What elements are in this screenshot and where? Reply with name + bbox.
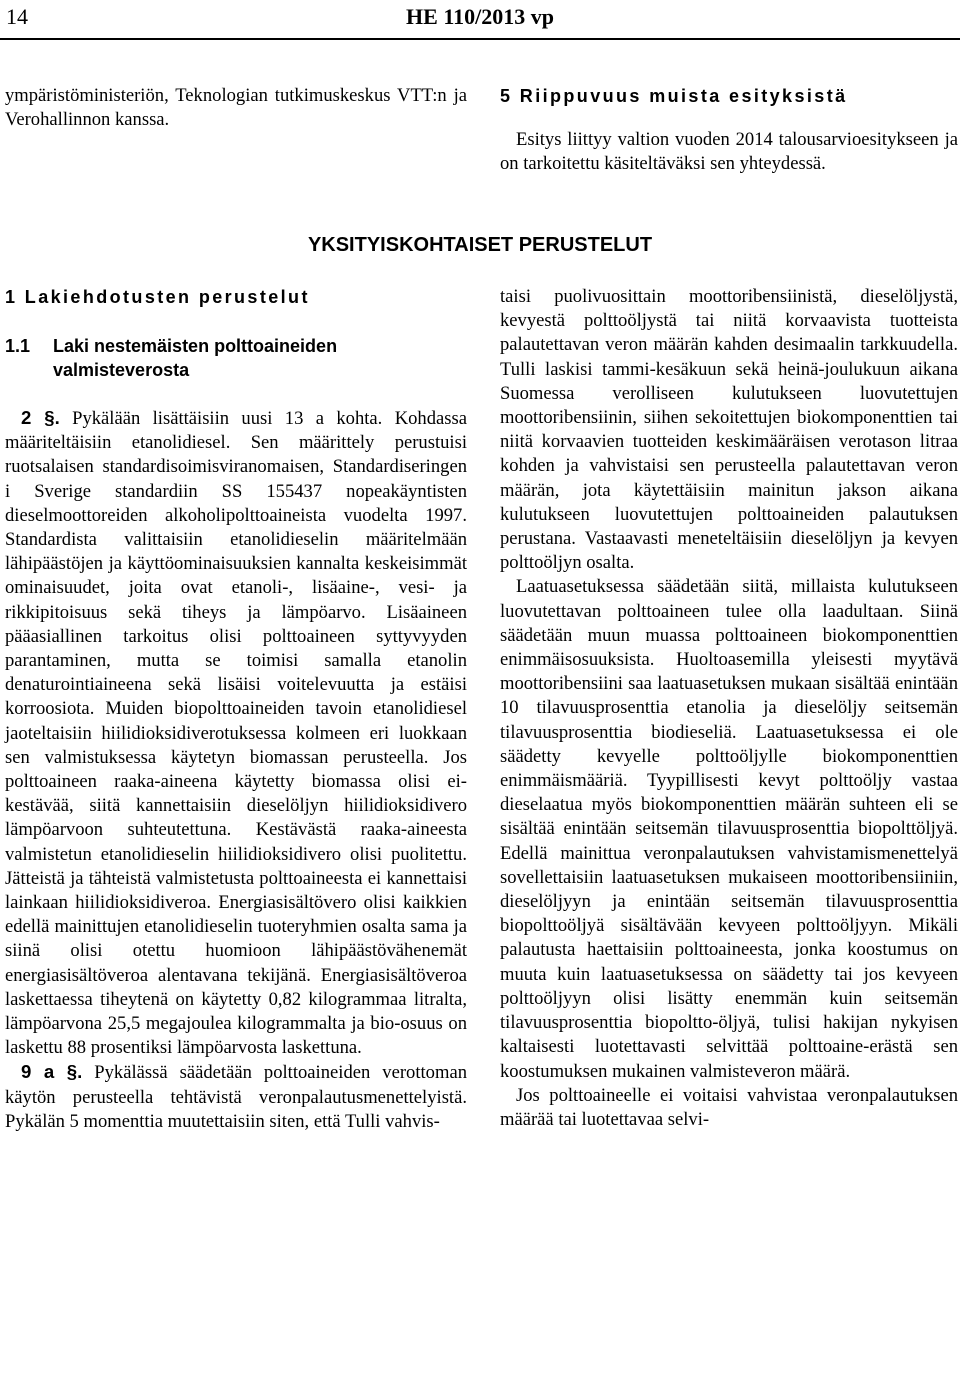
section-marker-2: 2 §. [21,407,60,428]
subsection-title-line2: valmisteverosta [53,360,190,380]
right-paragraph-2: Laatuasetuksessa säädetään siitä, millaista kulutukseen luovutettavan polttoaineen tulee olla laadultaan. Siinä säädetään muun muassa polttoaineen biokomponenttien enimmäisosuuksista. Huoltoasemilla yleisesti myytävä moottoribensiini saa laatuasetuksen mukaan sisältää enintään 10 tilavuusprosenttia etanolia ja dieselöljy seitsemän tilavuusprosenttia biodieseliä. Laatuasetuksessa ei ole säädetty kevyelle polttoöljylle biokomponenttien enimmäismääriä. Tyypillisesti kevyt polttoöljy vastaa dieselaatua myös biokomponenttien määrän suhteen eli se sisältää enintään seitsemän tilavuusprosenttia biopolttöljyä. Edellä mainittua veronpalautuksen vahvistamismenettelyä sovellettaisiin laatuasetuksen mukaiseen moottoribensiiniin, dieselöljyyn ja enintään seitsemän tilavuusprosenttia biopolttoöljyä sisältävään kevyeen polttoöljyyn. Mikäli palautusta haettaisiin polttoaineesta, jonka koostumus on muuta kuin laatuasetuksessa on säädetty tai jos kevyeen polttoöljyyn olisi lisätty enemmän kuin seitsemän tilavuusprosenttia biopoltto-öljyä, tulisi hakijan nykyisen kaltaisesti luotettavasti selvittää polttoaine-erästä sen koostumuksen mukainen valmisteveron määrä. [500,576,958,1082]
section-5-text: Esitys liittyy valtion vuoden 2014 talousarvioesitykseen ja on tarkoitettu käsiteltäväksi sen yhteydessä. [500,129,958,175]
header-rule [0,38,960,40]
paragraph-9a-section [5,1060,467,1134]
paragraph-9a-text: Pykälässä säädetään polttoaineiden verottoman käytön perusteella tehtävistä veronpalautusmenettelyistä. Pykälän 5 momenttia muutettaisiin siten, että Tulli vahvis- [5,1062,467,1132]
top-left-block [5,84,467,132]
subsection-title-line1: Laki nestemäisten polttoaineiden [53,336,338,356]
paragraph-2-section [5,406,467,1060]
right-column [500,285,958,1132]
top-left-text: ympäristöministeriön, Teknologian tutkimuskeskus VTT:n ja Verohallinnon kanssa. [5,85,467,131]
subsection-number: 1.1 [5,336,31,356]
subsection-heading [5,334,467,382]
right-paragraph-3: Jos polttoaineelle ei voitaisi vahvistaa veronpalautuksen määrää tai luotettavaa selvi- [500,1084,958,1130]
section-5-heading: 5 Riippuvuus muista esityksistä [500,86,848,106]
left-column [5,285,467,1134]
page-number: 14 [6,4,28,29]
center-heading: YKSITYISKOHTAISET PERUSTELUT [307,234,653,256]
document-id: HE 110/2013 vp [406,4,554,29]
section-1-heading: 1 Lakiehdotusten perustelut [5,287,310,307]
top-right-block [500,84,958,176]
page-header [0,0,960,34]
section-marker-9a: 9 a §. [21,1061,83,1083]
paragraph-2-text: Pykälään lisättäisiin uusi 13 a kohta. Kohdassa määriteltäisiin etanolidiesel. Sen määrittely perustuisi ruotsalaisen standardisoimisviranomaisen, Standardiseringen i Sverige standardiin SS 155437 nopeakäyntisten dieselmoottoreiden alkoholipolttoaineista vuodelta 1997. Standardista valittaisiin etanolidieselin määritelmään lähipäästöjen ja käyttöominaisuuksien kannalta keskeisimmät ominaisuudet, joita ovat etanoli-, lisäaine-, vesi- ja rikkipitoisuus sekä tiheys ja lämpöarvo. Lisäaineen pääasiallinen tarkoitus olisi polttoaineen syttyvyyden parantaminen, mutta se toimisi samalla etanolin denaturointiaineena sekä lisäisi voitelevuutta ja estäisi korroosiota. Muiden biopolttoaineiden tavoin etanolidiesel jaoteltaisiin hiilidioksidiverotuksessa kolmeen eri luokkaan sen valmistuksessa käytetyn biomassan perusteella. Jos polttoaineen raaka-aineena käytetty biomassa olisi ei-kestävää, siitä kannettaisiin dieselöljyn hiilidioksidivero lämpöarvoon suhteutettuna. Kestävästä raaka-aineesta valmistetun etanolidieselin hiilidioksidivero olisi puolitettu. Jätteistä ja tähteistä valmistetusta polttoaineesta ei kannettaisi lainkaan hiilidioksidiveroa. Energiasisältövero olisi kaikkien edellä mainittujen etanolidieselin tuoteryhmien osalta sama ja siinä olisi otettu huomioon lähipäästövähenemät energiasisältöveroa alentavana tekijänä. Energiasisältöveroa laskettaessa tiheytenä on käytetty 0,82 kilogrammaa litralta, lämpöarvona 25,5 megajoulea kilogrammalta ja bio-osuus on laskettu 88 prosentiksi lämpöarvosta laskettuna. [5,408,467,1059]
right-paragraph-1: taisi puolivuosittain moottoribensiinistä, dieselöljystä, kevyestä polttoöljystä tai niitä korvaavista tuotteista palautettavan veron määrän kahden desimaalin tarkkuudella. Tulli laskisi tammi-kesäkuun sekä heinä-joulukuun aikana Suomessa verolliseen kulutukseen luovutettujen moottoribensiinin, siihen sekoitettujen biokomponenttien tai niitä korvaavien tuotteiden keskimääräisen verotason litraa kohden ja vahvistaisi sen perusteella palautettavan veron määrän, jota käytettäisiin mainitun jakson aikana kulutukseen luovutettujen polttoaineiden palautuksen perustana. Vastaavasti meneteltäisiin dieselöljyn ja kevyen polttoöljyn osalta. [500,286,958,574]
